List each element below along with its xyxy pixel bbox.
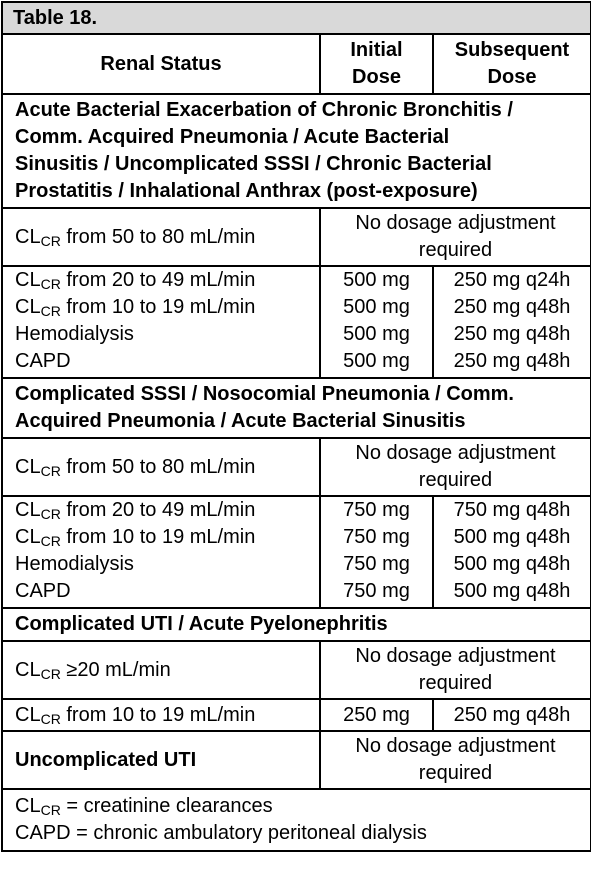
renal-status-cell: $CL_{CR}$ from 50 to 80 mL/min xyxy=(2,438,320,496)
footnote: $CL_{CR}$ = creatinine clearances CAPD = chronic ambulatory peritoneal dialysis xyxy=(2,789,591,851)
section-1-title: Acute Bacterial Exacerbation of Chronic Bronchitis / Comm. Acquired Pneumonia / Acute Bacterial Sinusitis / Uncomplicated SSSI / Chronic Bacterial Prostatitis / Inhalational Anthrax (post-exposure) xyxy=(2,94,591,208)
table-title-row xyxy=(2,2,591,34)
header-subsequent-dose: Subsequent Dose xyxy=(433,34,591,94)
initial-dose-cell: 500 mg 500 mg 500 mg 500 mg xyxy=(320,266,433,378)
section-4-title: Uncomplicated UTI xyxy=(2,731,320,789)
section-2-title: Complicated SSSI / Nosocomial Pneumonia / Comm. Acquired Pneumonia / Acute Bacterial Sinusitis xyxy=(2,378,591,438)
section-header-row xyxy=(2,608,591,641)
table-row xyxy=(2,438,591,496)
header-row xyxy=(2,34,591,94)
renal-dosage-table xyxy=(1,1,591,852)
renal-status-cell: $CL_{CR}$ from 50 to 80 mL/min xyxy=(2,208,320,266)
footnote-row xyxy=(2,789,591,851)
no-adjustment-cell: No dosage adjustment required xyxy=(320,641,591,699)
no-adjustment-cell: No dosage adjustment required xyxy=(320,731,591,789)
subsequent-dose-cell: 750 mg q48h 500 mg q48h 500 mg q48h 500 mg q48h xyxy=(433,496,591,608)
initial-dose-cell: 750 mg 750 mg 750 mg 750 mg xyxy=(320,496,433,608)
table-row xyxy=(2,731,591,789)
subsequent-dose-cell: 250 mg q48h xyxy=(433,699,591,731)
header-renal-status: Renal Status xyxy=(2,34,320,94)
table-row xyxy=(2,641,591,699)
no-adjustment-cell: No dosage adjustment required xyxy=(320,208,591,266)
table-row xyxy=(2,496,591,608)
section-3-title: Complicated UTI / Acute Pyelonephritis xyxy=(2,608,591,641)
no-adjustment-cell: No dosage adjustment required xyxy=(320,438,591,496)
header-initial-dose: Initial Dose xyxy=(320,34,433,94)
renal-status-cell: $CL_{CR} \ge 20$ mL/min xyxy=(2,641,320,699)
table-row xyxy=(2,266,591,378)
subsequent-dose-cell: 250 mg q24h 250 mg q48h 250 mg q48h 250 mg q48h xyxy=(433,266,591,378)
table-title: Table 18. xyxy=(2,2,591,34)
table-row xyxy=(2,208,591,266)
table-row xyxy=(2,699,591,731)
section-header-row xyxy=(2,378,591,438)
renal-status-cell: $CL_{CR}$ from 20 to 49 mL/min $CL_{CR}$ from 10 to 19 mL/min Hemodialysis CAPD xyxy=(2,266,320,378)
renal-status-cell: $CL_{CR}$ from 20 to 49 mL/min $CL_{CR}$ from 10 to 19 mL/min Hemodialysis CAPD xyxy=(2,496,320,608)
section-header-row xyxy=(2,94,591,208)
renal-status-cell: $CL_{CR}$ from 10 to 19 mL/min xyxy=(2,699,320,731)
initial-dose-cell: 250 mg xyxy=(320,699,433,731)
